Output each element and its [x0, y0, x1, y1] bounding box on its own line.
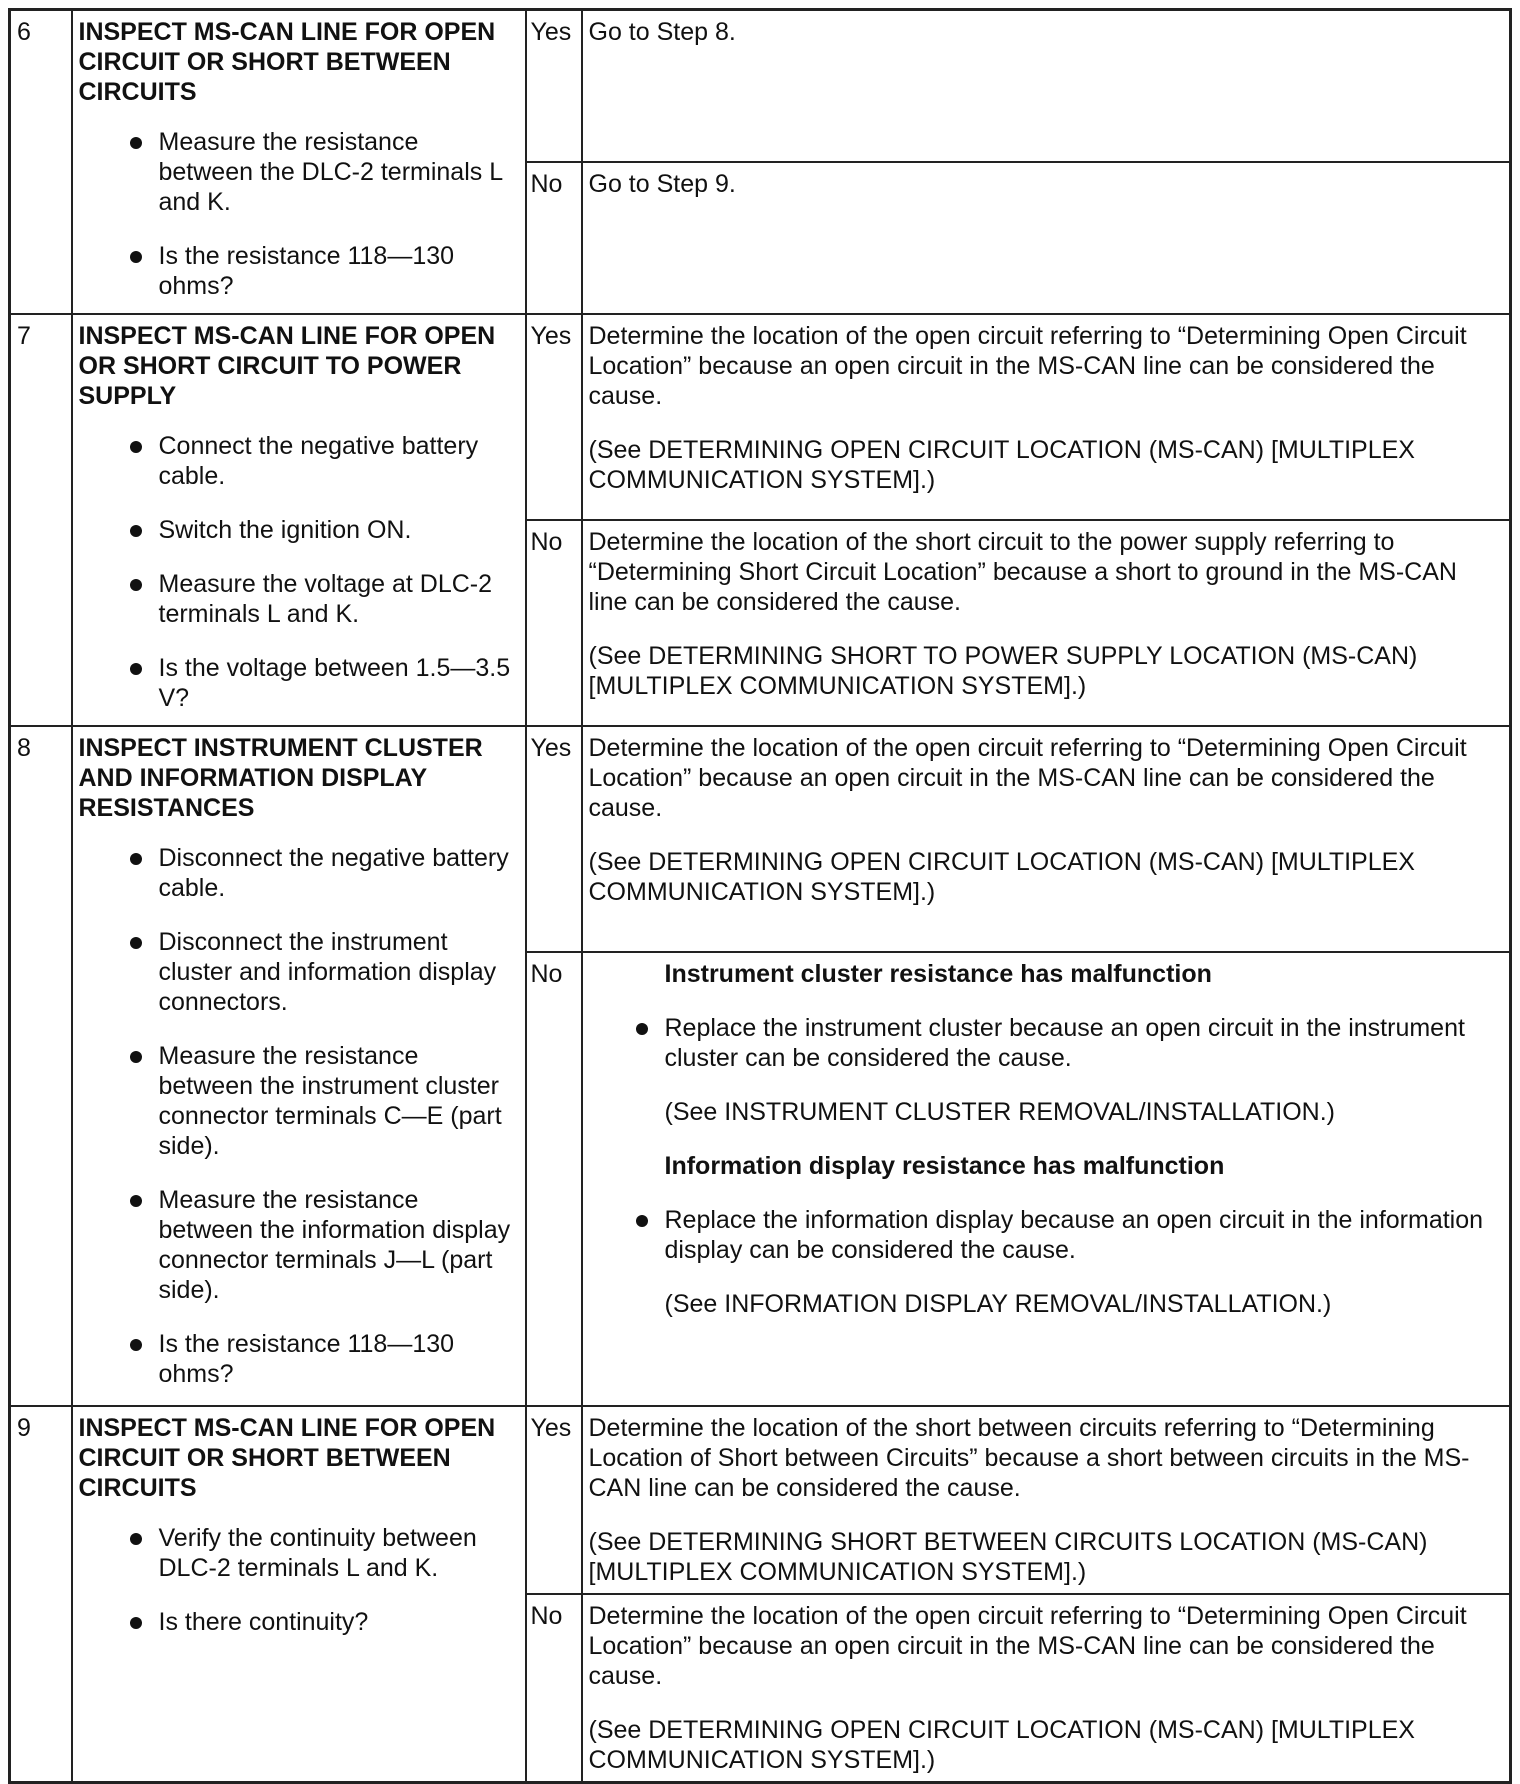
malfunction-bullet: Replace the information display because an open circuit in the information display can be considered the cause. [665, 1205, 1502, 1265]
malfunction-heading: Information display resistance has malfunction [664, 1151, 1225, 1180]
see-reference: (See DETERMINING OPEN CIRCUIT LOCATION (MS-CAN) [MULTIPLEX COMMUNICATION SYSTEM].) [588, 1715, 1415, 1774]
step-procedure [72, 10, 526, 314]
result-no-label: No [526, 162, 582, 314]
no-action [582, 520, 1511, 726]
malfunction-section [589, 959, 1502, 1319]
step-bullet: Is the voltage between 1.5—3.5 V? [159, 653, 515, 713]
no-action [582, 952, 1511, 1406]
malfunction-heading: Instrument cluster resistance has malfunction [664, 959, 1212, 988]
action-text: Determine the location of the short between circuits referring to “Determining Location of Short between Circuits” because a short between circuits in the MS-CAN line can be considered the cause. [588, 1413, 1470, 1502]
step-row-6-yes [10, 10, 1511, 162]
see-reference: (See DETERMINING SHORT TO POWER SUPPLY LOCATION (MS-CAN) [MULTIPLEX COMMUNICATION SYSTEM].) [588, 641, 1418, 700]
action-text: Determine the location of the open circuit referring to “Determining Open Circuit Location” because an open circuit in the MS-CAN line can be considered the cause. [588, 733, 1467, 822]
diagnostic-table [8, 8, 1512, 1784]
no-action [582, 1594, 1511, 1783]
result-yes-label: Yes [526, 314, 582, 520]
step-bullets [79, 127, 515, 301]
action-text: Go to Step 9. [588, 169, 736, 198]
malfunction-bullet: Replace the instrument cluster because an open circuit in the instrument cluster can be considered the cause. [665, 1013, 1502, 1073]
result-yes-label: Yes [526, 726, 582, 952]
yes-action [582, 1406, 1511, 1594]
step-number: 7 [10, 314, 72, 726]
step-bullets [79, 431, 515, 713]
yes-action [582, 314, 1511, 520]
yes-action [582, 726, 1511, 952]
step-title: INSPECT MS-CAN LINE FOR OPEN CIRCUIT OR SHORT BETWEEN CIRCUITS [78, 18, 496, 106]
see-reference: (See DETERMINING OPEN CIRCUIT LOCATION (MS-CAN) [MULTIPLEX COMMUNICATION SYSTEM].) [588, 435, 1415, 494]
see-reference: (See INSTRUMENT CLUSTER REMOVAL/INSTALLATION.) [664, 1097, 1335, 1126]
step-bullet: Is there continuity? [159, 1607, 515, 1637]
result-yes-label: Yes [526, 1406, 582, 1594]
see-reference: (See INFORMATION DISPLAY REMOVAL/INSTALLATION.) [664, 1289, 1332, 1318]
step-bullet: Measure the resistance between the DLC-2 terminals L and K. [159, 127, 515, 217]
yes-action [582, 10, 1511, 162]
see-reference: (See DETERMINING OPEN CIRCUIT LOCATION (MS-CAN) [MULTIPLEX COMMUNICATION SYSTEM].) [588, 847, 1415, 906]
step-bullet: Measure the resistance between the instrument cluster connector terminals C—E (part side). [159, 1041, 515, 1161]
step-number: 8 [10, 726, 72, 1406]
step-bullet: Is the resistance 118—130 ohms? [159, 1329, 515, 1389]
step-bullet: Connect the negative battery cable. [159, 431, 515, 491]
step-bullet: Disconnect the instrument cluster and information display connectors. [159, 927, 515, 1017]
no-action [582, 162, 1511, 314]
action-text: Go to Step 8. [588, 18, 736, 46]
step-row-8-yes [10, 726, 1511, 952]
action-text: Determine the location of the open circuit referring to “Determining Open Circuit Location” because an open circuit in the MS-CAN line can be considered the cause. [588, 1601, 1467, 1690]
malfunction-bullets [665, 1205, 1502, 1265]
result-no-label: No [526, 952, 582, 1406]
step-procedure [72, 1406, 526, 1783]
step-procedure [72, 314, 526, 726]
step-title: INSPECT INSTRUMENT CLUSTER AND INFORMATION DISPLAY RESISTANCES [78, 733, 483, 822]
step-bullets [79, 843, 515, 1389]
step-bullet: Measure the voltage at DLC-2 terminals L and K. [159, 569, 515, 629]
action-text: Determine the location of the short circuit to the power supply referring to “Determining Short Circuit Location” because a short to ground in the MS-CAN line can be considered the cause. [588, 527, 1457, 616]
step-bullet: Switch the ignition ON. [159, 515, 515, 545]
step-number: 6 [10, 10, 72, 314]
result-yes-label: Yes [526, 10, 582, 162]
step-row-7-yes [10, 314, 1511, 520]
step-title: INSPECT MS-CAN LINE FOR OPEN CIRCUIT OR SHORT BETWEEN CIRCUITS [78, 1413, 496, 1502]
see-reference: (See DETERMINING SHORT BETWEEN CIRCUITS LOCATION (MS-CAN) [MULTIPLEX COMMUNICATION SYSTEM].) [588, 1527, 1428, 1586]
result-no-label: No [526, 1594, 582, 1783]
step-bullet: Measure the resistance between the information display connector terminals J—L (part side). [159, 1185, 515, 1305]
step-bullet: Verify the continuity between DLC-2 terminals L and K. [159, 1523, 515, 1583]
action-text: Determine the location of the open circuit referring to “Determining Open Circuit Location” because an open circuit in the MS-CAN line can be considered the cause. [588, 321, 1467, 410]
step-number: 9 [10, 1406, 72, 1783]
diagnostic-procedure-page [8, 8, 1512, 1772]
step-procedure [72, 726, 526, 1406]
step-bullets [79, 1523, 515, 1637]
malfunction-bullets [665, 1013, 1502, 1073]
step-bullet: Disconnect the negative battery cable. [159, 843, 515, 903]
step-title: INSPECT MS-CAN LINE FOR OPEN OR SHORT CIRCUIT TO POWER SUPPLY [78, 321, 496, 410]
result-no-label: No [526, 520, 582, 726]
step-row-9-yes [10, 1406, 1511, 1594]
step-bullet: Is the resistance 118—130 ohms? [159, 241, 515, 301]
